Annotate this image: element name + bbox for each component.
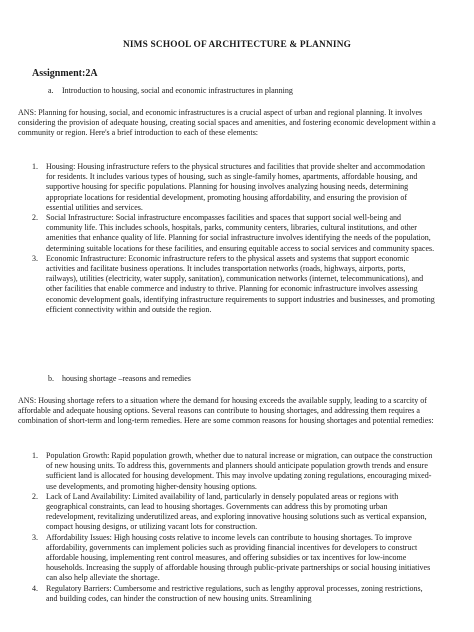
list-item xyxy=(0,162,436,213)
list-item-text: Affordability Issues: High housing costs relative to income levels can contribute to housing shortages. To improve affordability, governments can implement policies such as providing financial incentives for developers to construct affordable housing, implementing rent control measures, and offering subsidies or tax incentives for low-income households. Increasing the supply of affordable housing through public-private partnerships or social housing initiatives can also help alleviate the shortage. xyxy=(46,532,431,583)
list-item-text: Lack of Land Availability: Limited availability of land, particularly in densely populated areas or regions with geographical constraints, can lead to housing shortages. Governments can address this by promoting urban redevelopment, revitalizing underutilized areas, and exploring innovative housing solutions such as vertical expansion, compact housing designs, or utilizing vacant lots for construction. xyxy=(46,491,427,532)
list-item-number: 1. xyxy=(32,451,38,460)
section-b-heading-text: housing shortage –reasons and remedies xyxy=(62,374,191,383)
list-item xyxy=(0,213,436,254)
list-item-number: 3. xyxy=(32,532,38,542)
list-item xyxy=(0,451,436,492)
section-b-marker: b. xyxy=(48,374,54,383)
section-a-heading-text: Introduction to housing, social and economic infrastructures in planning xyxy=(62,86,293,95)
list-item xyxy=(0,584,436,604)
section-b-list xyxy=(0,451,436,604)
document-title: NIMS SCHOOL OF ARCHITECTURE & PLANNING xyxy=(122,40,352,50)
list-item xyxy=(0,533,436,584)
section-b-answer: ANS: Housing shortage refers to a situation where the demand for housing exceeds the available supply, leading to a scarcity of affordable and adequate housing options. Several reasons can contribute to housing shortages, and addressing them requires a combination of short-term and long-term remedies. Here are some common reasons for housing shortages and potential remedies: xyxy=(18,396,434,425)
list-item-number: 2. xyxy=(32,213,38,223)
list-item-text: Housing: Housing infrastructure refers to the physical structures and facilities that provide shelter and accommodation for residents. It includes various types of housing, such as single-family homes, apartments, affordable housing, and supportive housing for specific populations. Planning for housing involves analyzing housing needs, determining appropriate locations for residential development, promoting housing affordability, and ensuring the provision of essential utilities and services. xyxy=(46,162,425,212)
assignment-heading: Assignment:2A xyxy=(32,68,98,79)
section-a-list xyxy=(0,162,436,315)
list-item-text: Social Infrastructure: Social infrastructure encompasses facilities and spaces that support social well-being and community life. This includes schools, hospitals, parks, community centers, libraries, cultural institutions, and other amenities that enhance quality of life. Planning for social infrastructure involves identifying the needs of the population, determining suitable locations for these facilities, and ensuring equitable access to social services and community spaces. xyxy=(46,213,435,253)
section-a-marker: a. xyxy=(48,86,54,95)
list-item-number: 2. xyxy=(32,491,38,501)
list-item xyxy=(0,492,436,533)
section-a-answer: ANS: Planning for housing, social, and economic infrastructures is a crucial aspect of urban and regional planning. It involves considering the provision of adequate housing, creating social spaces and amenities, and fostering economic development within a community or region. Here's a brief introduction to each of these elements: xyxy=(18,108,436,137)
list-item xyxy=(0,254,436,315)
section-a-heading xyxy=(48,86,293,96)
list-item-number: 4. xyxy=(32,583,38,593)
list-item-number: 1. xyxy=(32,162,38,171)
list-item-text: Regulatory Barriers: Cumbersome and restrictive regulations, such as lengthy approval processes, zoning restrictions, and building codes, can hinder the construction of new housing units. Streamlining xyxy=(46,583,423,603)
list-item-text: Economic Infrastructure: Economic infrastructure refers to the physical assets and systems that support economic activities and facilitate business operations. It includes transportation networks (roads, highways, airports, ports, railways), utilities (electricity, water supply, sanitation), communication networks (internet, telecommunications), and other facilities that enable commerce and industry to thrive. Planning for economic infrastructure involves assessing economic development goals, identifying infrastructure requirements to support industries and businesses, and promoting efficient connectivity within and outside the region. xyxy=(46,253,435,314)
list-item-text: Population Growth: Rapid population growth, whether due to natural increase or migration, can outpace the construction of new housing units. To address this, governments and planners should anticipate population growth trends and ensure sufficient land is allocated for housing development. This may involve updating zoning regulations, encouraging mixed-use developments, and promoting higher-density housing options. xyxy=(46,451,433,491)
list-item-number: 3. xyxy=(32,253,38,263)
section-b-heading xyxy=(48,374,191,384)
